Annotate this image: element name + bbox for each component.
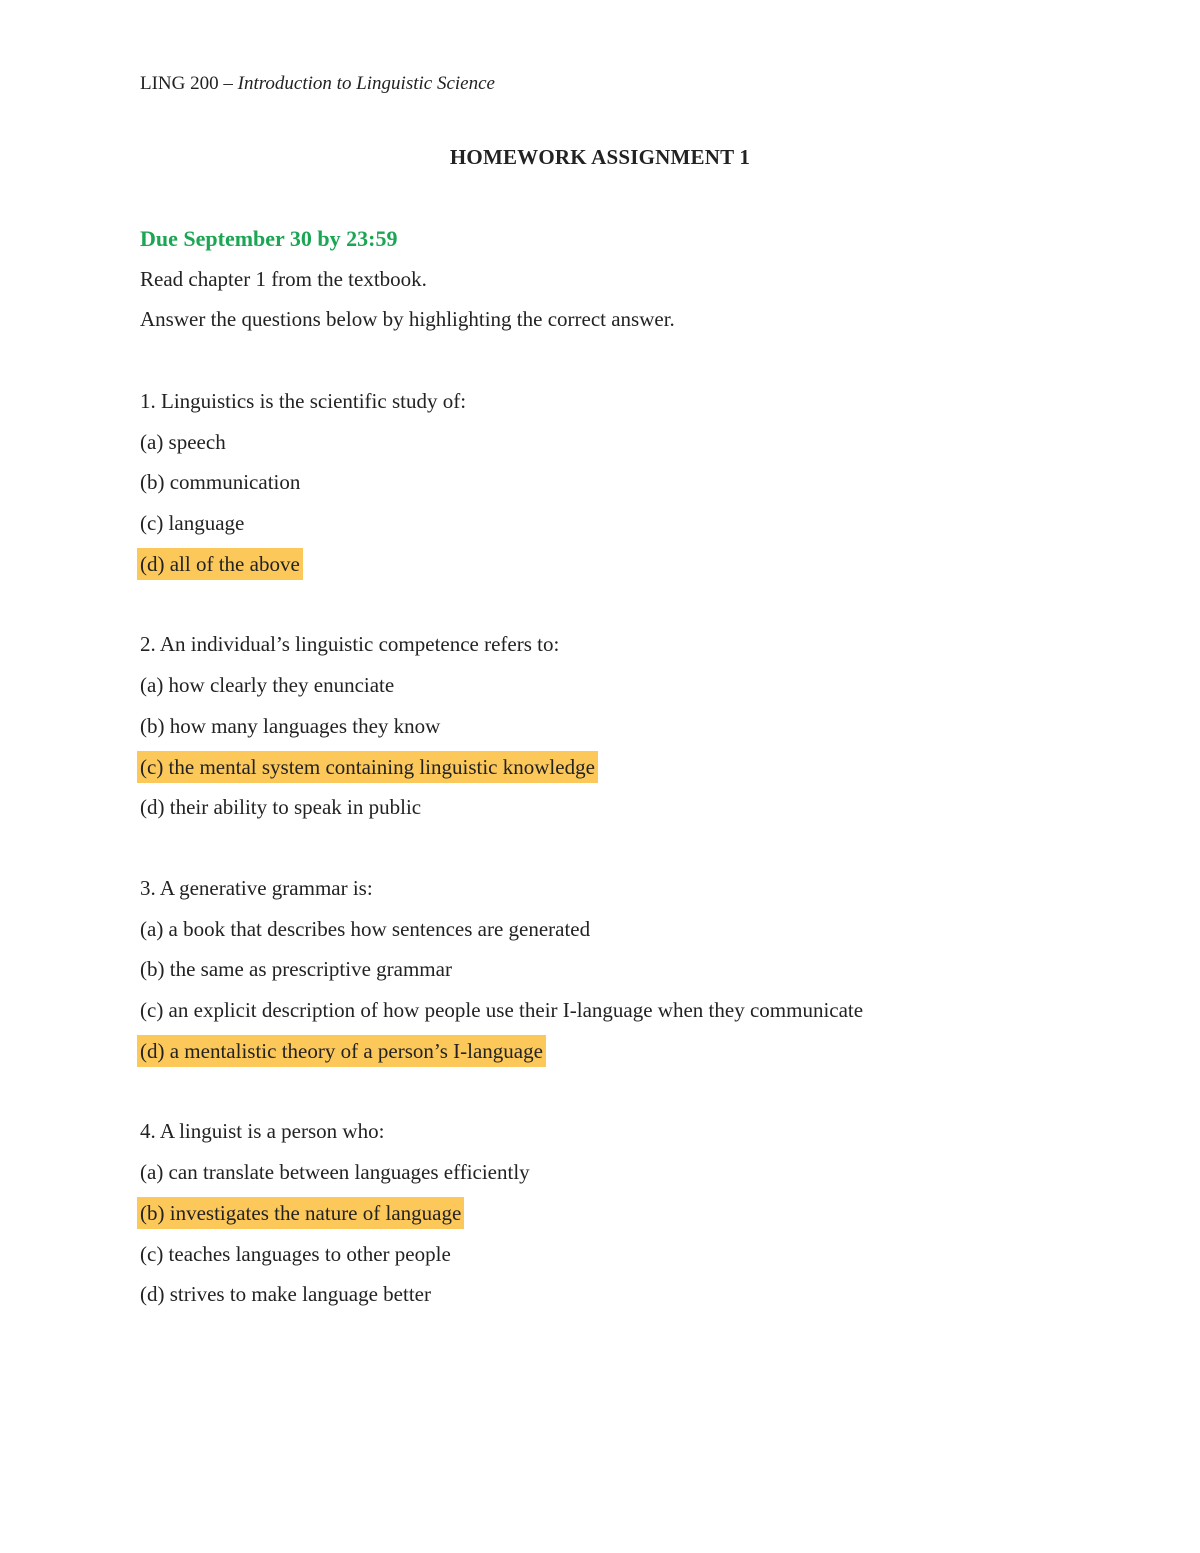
due-date: Due September 30 by 23:59: [140, 226, 398, 251]
option-text: (a) how clearly they enunciate: [140, 673, 395, 697]
option-text: (d) their ability to speak in public: [140, 795, 422, 819]
question-3-option-d[interactable]: [140, 1035, 546, 1067]
question-1-option-d[interactable]: [140, 548, 303, 580]
option-text: (c) teaches languages to other people: [140, 1242, 451, 1266]
highlighted-answer: (c) the mental system containing linguistic knowledge: [137, 751, 598, 783]
question-2-prompt: 2. An individual’s linguistic competence refers to:: [140, 632, 560, 656]
question-4-prompt: 4. A linguist is a person who:: [140, 1119, 385, 1143]
assignment-title: HOMEWORK ASSIGNMENT 1: [449, 145, 751, 169]
option-text: (b) the same as prescriptive grammar: [140, 957, 452, 981]
highlighted-answer: (d) all of the above: [137, 548, 303, 580]
option-text: (d) strives to make language better: [140, 1282, 431, 1306]
question-2-option-d[interactable]: [140, 793, 421, 821]
option-text: (b) communication: [140, 470, 301, 494]
question-1-option-a[interactable]: [140, 428, 226, 456]
question-3-option-c[interactable]: [140, 996, 863, 1024]
question-4-option-c[interactable]: [140, 1240, 451, 1268]
question-3-option-a[interactable]: [140, 915, 590, 943]
option-text: (a) can translate between languages efficiently: [140, 1160, 530, 1184]
highlighted-answer: (b) investigates the nature of language: [137, 1197, 464, 1229]
question-1-option-c[interactable]: [140, 509, 244, 537]
question-4-option-d[interactable]: [140, 1280, 431, 1308]
question-2-option-a[interactable]: [140, 671, 394, 699]
question-4-option-a[interactable]: [140, 1158, 530, 1186]
highlighted-answer: (d) a mentalistic theory of a person’s I-language: [137, 1035, 546, 1067]
question-1-prompt: 1. Linguistics is the scientific study of:: [140, 389, 467, 413]
option-text: (a) speech: [140, 430, 226, 454]
instruction-read: Read chapter 1 from the textbook.: [140, 267, 427, 291]
question-1-option-b[interactable]: [140, 468, 300, 496]
question-2-option-b[interactable]: [140, 712, 440, 740]
instruction-answer: Answer the questions below by highlighting the correct answer.: [140, 307, 675, 331]
question-3-prompt: 3. A generative grammar is:: [140, 876, 373, 900]
question-3-option-b[interactable]: [140, 955, 452, 983]
question-4-option-b[interactable]: [140, 1197, 464, 1229]
course-header: [140, 71, 495, 97]
option-text: (a) a book that describes how sentences are generated: [140, 917, 591, 941]
option-text: (c) an explicit description of how people use their I-language when they communicate: [140, 998, 864, 1022]
question-2-option-c[interactable]: [140, 751, 598, 783]
course-code: LING 200 –: [140, 73, 238, 94]
option-text: (c) language: [140, 511, 245, 535]
course-title: Introduction to Linguistic Science: [237, 73, 495, 94]
option-text: (b) how many languages they know: [140, 714, 441, 738]
